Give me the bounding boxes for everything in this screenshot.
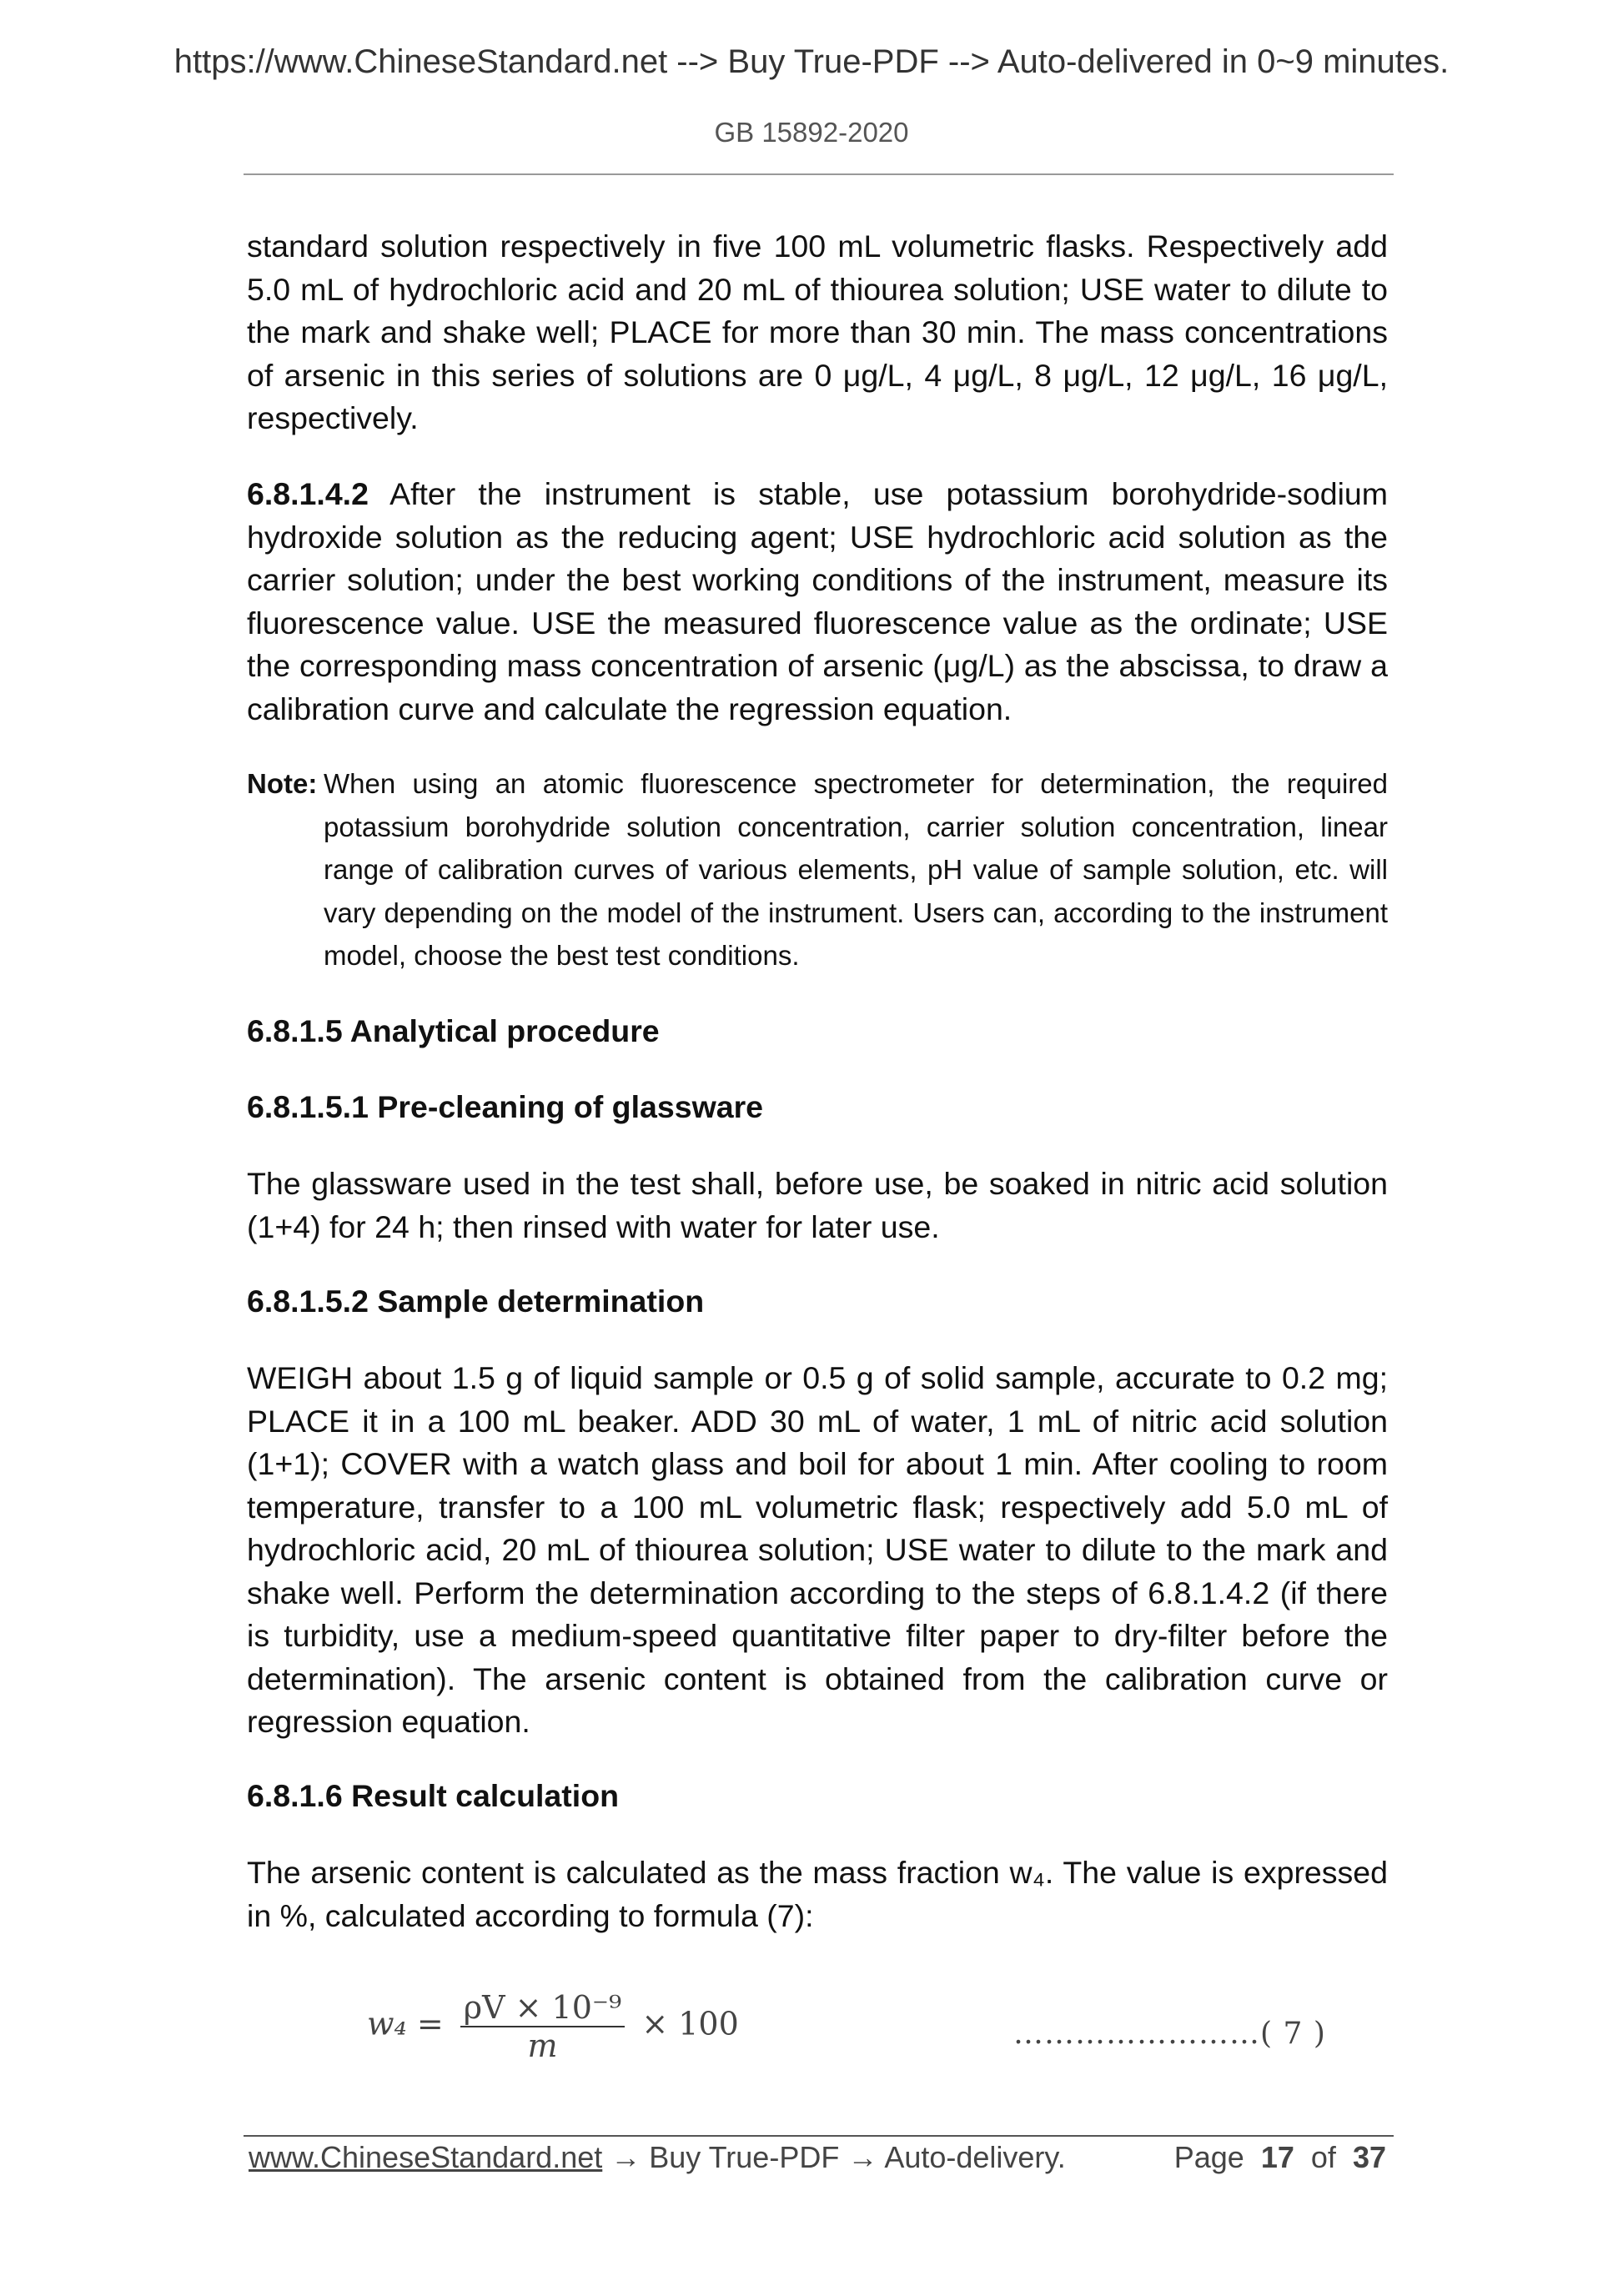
page-of: of (1310, 2140, 1336, 2174)
heading-6-8-1-5-2: 6.8.1.5.2 Sample determination (247, 1284, 705, 1319)
heading-6-8-1-6: 6.8.1.6 Result calculation (247, 1778, 620, 1813)
note-label: Note: (247, 768, 318, 799)
paragraph: WEIGH about 1.5 g of liquid sample or 0.5 g of solid sample, accurate to 0.2 mg; PLACE it in a 100 mL beaker. ADD 30 mL of water, 1 mL of nitric acid solution (1+1); COVER with a watch glass and boil for about 1 min. After cooling to room temperature, transfer to a 100 mL volumetric flask; respectively add 5.0 mL of hydrochloric acid, 20 mL of thiourea solution; USE water to dilute to the mark and shake well. Perform the determination according to the steps of 6.8.1.4.2 (if there is turbidity, use a medium-speed quantitative filter paper to dry-filter before the determination). The arsenic content is obtained from the calibration curve or regression equation. (247, 1360, 1388, 1739)
formula-rhs: × 100 (641, 2005, 739, 2042)
clause-6-8-1-4-2 (247, 473, 1388, 731)
formula-lhs: w₄ = (367, 2005, 444, 2042)
page-number: 17 (1260, 2140, 1294, 2174)
formula-denominator: m (527, 2027, 558, 2064)
page-label: Page (1173, 2140, 1244, 2174)
formula-7 (367, 1989, 739, 2064)
header-rule (244, 173, 1394, 175)
footer (249, 2140, 1386, 2175)
paragraph: standard solution respectively in five 100 mL volumetric flasks. Respectively add 5.0 mL of hydrochloric acid and 20 mL of thiourea solution; USE water to dilute to the mark and shake well; PLACE for more than 30 min. The mass concentrations of arsenic in this series of solutions are 0 μg/L, 4 μg/L, 8 μg/L, 12 μg/L, 16 μg/L, respectively. (247, 229, 1388, 435)
heading-6-8-1-5: 6.8.1.5 Analytical procedure (247, 1013, 660, 1048)
footer-link[interactable]: www.ChineseStandard.net (249, 2140, 603, 2174)
footer-rule (244, 2135, 1394, 2137)
formula-fraction (460, 1989, 625, 2064)
standard-number: GB 15892-2020 (714, 117, 909, 148)
note (247, 762, 1388, 977)
page-indicator (1174, 2140, 1386, 2175)
paragraph: The arsenic content is calculated as the mass fraction w₄. The value is expressed in %, calculated according to formula (7): (247, 1855, 1388, 1933)
formula-numerator: ρV × 10⁻⁹ (460, 1989, 625, 2027)
header-banner: https://www.ChineseStandard.net --> Buy True-PDF --> Auto-delivered in 0~9 minutes. (173, 43, 1450, 80)
footer-text: → Buy True-PDF → Auto-delivery. (602, 2140, 1066, 2174)
equation-number: ……………………( 7 ) (1013, 2017, 1326, 2051)
clause-number: 6.8.1.4.2 (247, 476, 369, 511)
heading-6-8-1-5-1: 6.8.1.5.1 Pre-cleaning of glassware (247, 1089, 764, 1124)
paragraph: The glassware used in the test shall, before use, be soaked in nitric acid solution (1+4) for 24 h; then rinsed with water for later use. (247, 1166, 1388, 1244)
note-text: When using an atomic fluorescence spectrometer for determination, the required potassium borohydride solution concentration, carrier solution concentration, linear range of calibration curves of various elements, pH value of sample solution, etc. will vary depending on the model of the instrument. Users can, according to the instrument model, choose the best test conditions. (324, 768, 1388, 971)
clause-text: After the instrument is stable, use potassium borohydride-sodium hydroxide solution as the reducing agent; USE hydrochloric acid solution as the carrier solution; under the best working conditions of the instrument, measure its fluorescence value. USE the measured fluorescence value as the ordinate; USE the corresponding mass concentration of arsenic (μg/L) as the abscissa, to draw a calibration curve and calculate the regression equation. (247, 476, 1388, 726)
page-total: 37 (1352, 2140, 1386, 2174)
